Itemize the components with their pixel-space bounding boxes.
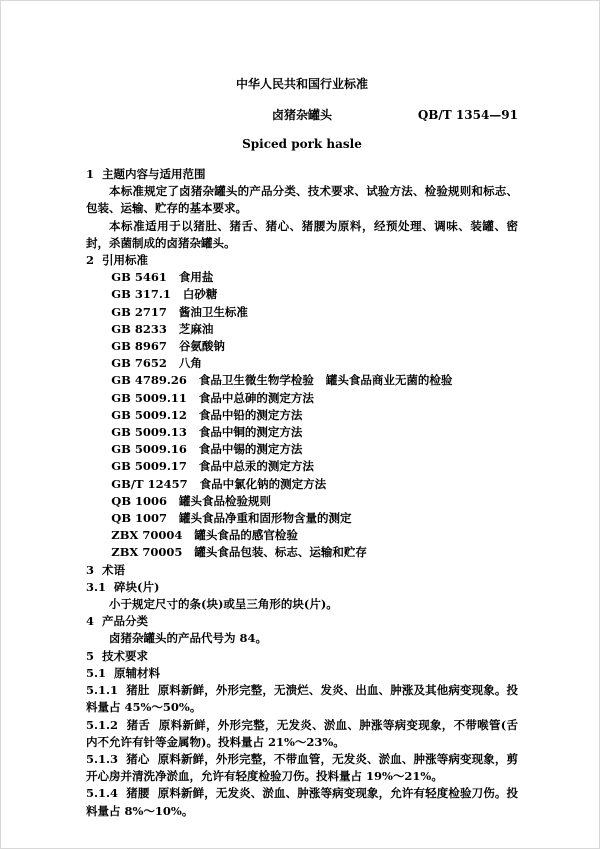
section-heading: 5 技术要求 [86,648,149,663]
paragraph: 本标准规定了卤猪杂罐头的产品分类、技术要求、试验方法、检验规则和标志、包装、运输、贮存的基本要求。 [86,184,518,216]
document-body [86,166,518,820]
reference-item: QB 1007 罐头食品净重和固形物含量的测定 [111,511,352,526]
paragraph: 小于规定尺寸的条(块)或呈三角形的块(片)。 [109,597,338,612]
paragraph: 卤猪杂罐头的产品代号为 84。 [109,631,268,646]
title-row [86,108,518,123]
clause-paragraph: 5.1.4 猪腰 原料新鲜，无发炎、淤血、肿涨等病变现象，允许有轻度检验刀伤。投料量占 8%～10%。 [86,786,518,818]
reference-item: GB 5009.11 食品中总砷的测定方法 [111,390,314,405]
reference-item: GB 317.1 白砂糖 [111,287,218,302]
document-content [86,77,518,820]
reference-item: GB 5009.17 食品中总汞的测定方法 [111,459,314,474]
reference-item: GB 4789.26 食品卫生微生物学检验 罐头食品商业无菌的检验 [111,373,453,388]
reference-item: GB 5009.13 食品中铜的测定方法 [111,425,303,440]
reference-item: GB 8967 谷氨酸钠 [111,339,225,354]
paragraph: 本标准适用于以猪肚、猪舌、猪心、猪腰为原料，经预处理、调味、装罐、密封，杀菌制成的卤猪杂罐头。 [86,218,518,250]
reference-item: QB 1006 罐头食品检验规则 [111,493,272,508]
reference-item: ZBX 70005 罐头食品包装、标志、运输和贮存 [111,545,367,560]
clause-paragraph: 5.1.2 猪舌 原料新鲜，外形完整，无发炎、淤血、肿涨等病变现象，不带喉管(舌内不允许有针等金属物)。投料量占 21%～23%。 [86,717,518,749]
document-title-cn: 卤猪杂罐头 [271,108,332,122]
reference-item: GB 5009.16 食品中锡的测定方法 [111,442,303,457]
section-heading: 3 术语 [86,562,126,577]
section-heading: 5.1 原辅材料 [86,665,161,680]
section-heading: 3.1 碎块(片) [86,579,160,594]
reference-item: GB 8233 芝麻油 [111,321,214,336]
reference-item: GB 7652 八角 [111,356,202,371]
clause-paragraph: 5.1.3 猪心 原料新鲜，外形完整，不带血管，无发炎、淤血、肿涨等病变现象，剪开心房并清洗净淤血，允许有轻度检验刀伤。投料量占 19%～21%。 [86,751,518,784]
section-heading: 1 主题内容与适用范围 [86,167,206,181]
document-title-en: Spiced pork hasle [242,137,362,151]
reference-item: ZBX 70004 罐头食品的感官检验 [111,528,298,543]
standard-type-title: 中华人民共和国行业标准 [235,77,368,91]
clause-paragraph: 5.1.1 猪肚 原料新鲜，外形完整，无溃烂、发炎、出血、肿涨及其他病变现象。投料量占 45%～50%。 [86,683,518,715]
reference-item: GB/T 12457 食品中氯化钠的测定方法 [111,476,327,491]
reference-item: GB 5461 食用盐 [111,270,214,285]
standard-number: QB/T 1354—91 [417,108,518,122]
reference-item: GB 5009.12 食品中铅的测定方法 [111,407,303,422]
section-heading: 4 产品分类 [86,614,149,629]
reference-item: GB 2717 酱油卫生标准 [111,304,248,319]
section-heading: 2 引用标准 [86,253,149,268]
